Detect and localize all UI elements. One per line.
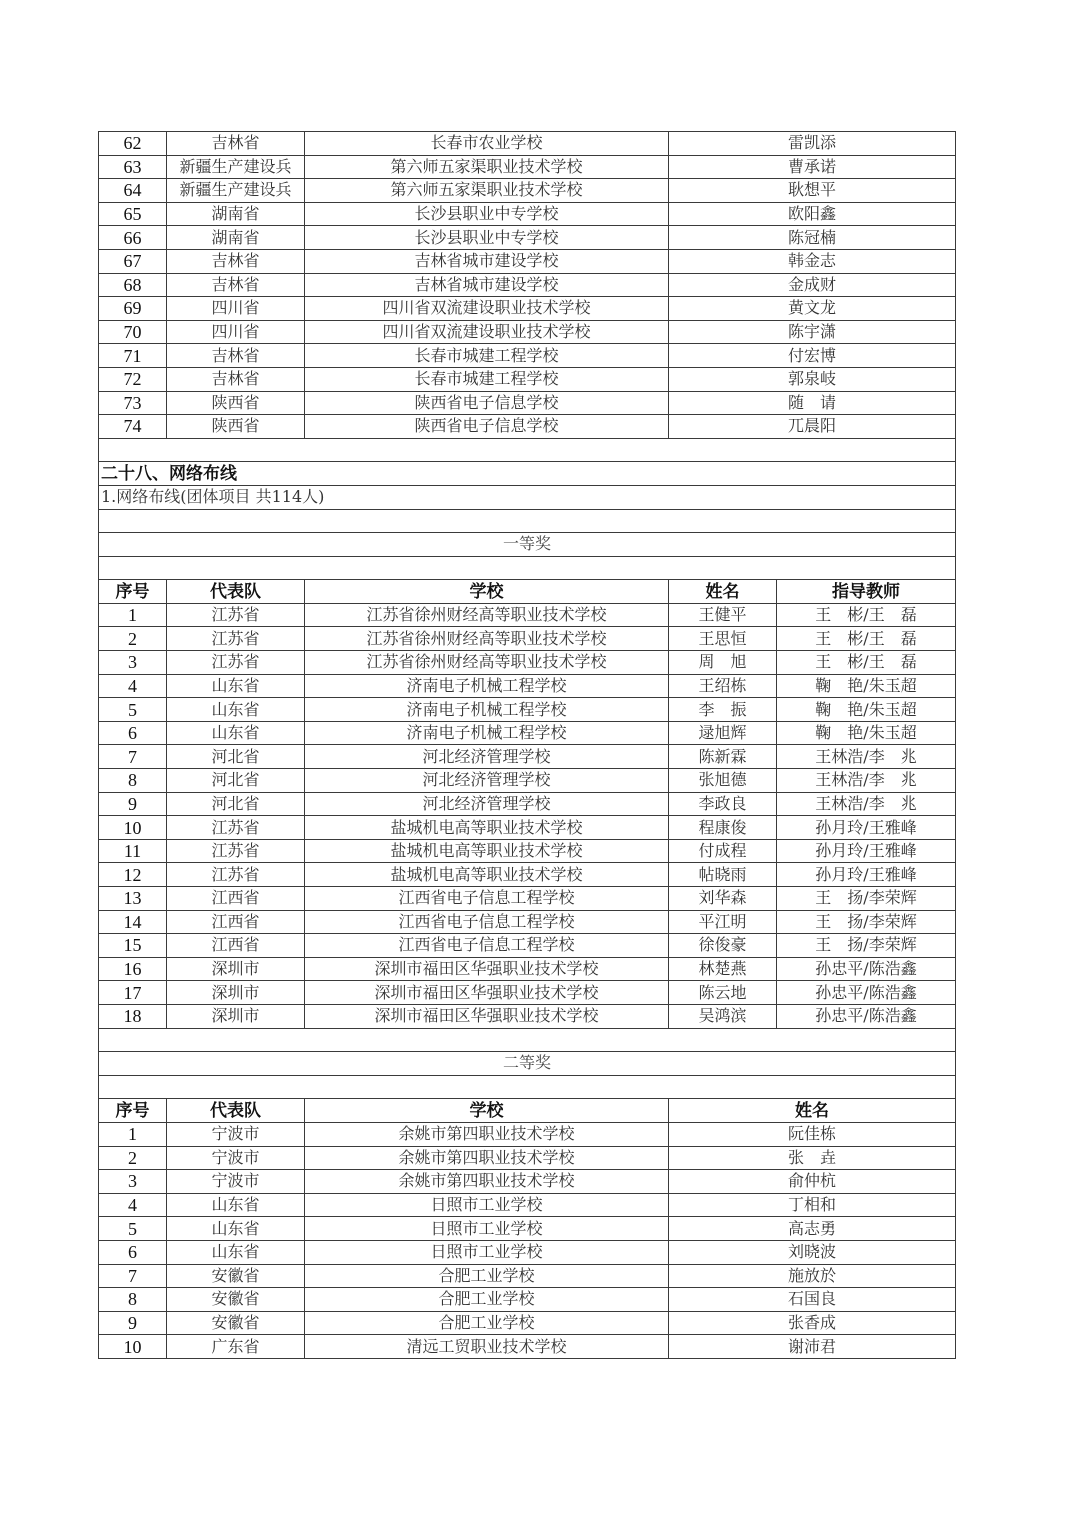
team-cell: 山东省 (167, 698, 305, 722)
section-subtitle: 1.网络布线(团体项目 共114人) (99, 485, 956, 509)
team-cell: 湖南省 (167, 226, 305, 250)
row-number: 66 (99, 226, 167, 250)
row-number: 65 (99, 202, 167, 226)
teacher-cell: 孙月玲/王雅峰 (777, 863, 956, 887)
row-number: 8 (99, 1288, 167, 1312)
name-cell: 耿想平 (669, 179, 956, 203)
name-cell: 刘晓波 (669, 1240, 956, 1264)
teacher-cell: 鞠 艳/朱玉超 (777, 674, 956, 698)
row-number: 69 (99, 297, 167, 321)
team-cell: 宁波市 (167, 1146, 305, 1170)
name-cell: 陈云地 (669, 981, 777, 1005)
blank-cell (99, 1075, 956, 1099)
table-row (99, 1311, 956, 1335)
teacher-cell: 王林浩/李 兆 (777, 745, 956, 769)
school-cell: 陕西省电子信息学校 (305, 391, 669, 415)
section-title: 二十八、网络布线 (99, 462, 956, 486)
name-cell: 雷凯添 (669, 132, 956, 156)
name-cell: 周 旭 (669, 651, 777, 675)
table-row (99, 792, 956, 816)
team-header: 代表队 (167, 580, 305, 604)
teacher-cell: 孙月玲/王雅峰 (777, 839, 956, 863)
team-cell: 河北省 (167, 769, 305, 793)
school-cell: 济南电子机械工程学校 (305, 721, 669, 745)
table-row (99, 155, 956, 179)
row-number: 14 (99, 910, 167, 934)
team-cell: 河北省 (167, 792, 305, 816)
school-cell: 陕西省电子信息学校 (305, 415, 669, 439)
blank-row (99, 1075, 956, 1099)
school-cell: 四川省双流建设职业技术学校 (305, 320, 669, 344)
row-number: 63 (99, 155, 167, 179)
school-cell: 江苏省徐州财经高等职业技术学校 (305, 627, 669, 651)
school-cell: 盐城机电高等职业技术学校 (305, 816, 669, 840)
name-cell: 逯旭辉 (669, 721, 777, 745)
school-cell: 第六师五家渠职业技术学校 (305, 155, 669, 179)
school-cell: 第六师五家渠职业技术学校 (305, 179, 669, 203)
team-cell: 深圳市 (167, 1004, 305, 1028)
table-row (99, 1335, 956, 1359)
row-number: 8 (99, 769, 167, 793)
team-cell: 山东省 (167, 721, 305, 745)
name-cell: 程康俊 (669, 816, 777, 840)
school-cell: 盐城机电高等职业技术学校 (305, 863, 669, 887)
name-cell: 谢沛君 (669, 1335, 956, 1359)
school-cell: 日照市工业学校 (305, 1240, 669, 1264)
team-cell: 陕西省 (167, 391, 305, 415)
row-number: 67 (99, 249, 167, 273)
table-row (99, 415, 956, 439)
table-row (99, 202, 956, 226)
school-cell: 江西省电子信息工程学校 (305, 910, 669, 934)
table-row (99, 957, 956, 981)
table-row (99, 745, 956, 769)
table-row (99, 1264, 956, 1288)
school-cell: 四川省双流建设职业技术学校 (305, 297, 669, 321)
table-row (99, 627, 956, 651)
teacher-cell: 王 彬/王 磊 (777, 651, 956, 675)
teacher-cell: 孙月玲/王雅峰 (777, 816, 956, 840)
name-cell: 林楚燕 (669, 957, 777, 981)
table-row (99, 226, 956, 250)
school-cell: 深圳市福田区华强职业技术学校 (305, 981, 669, 1005)
table-row (99, 320, 956, 344)
school-cell: 合肥工业学校 (305, 1264, 669, 1288)
row-number: 10 (99, 1335, 167, 1359)
team-cell: 江苏省 (167, 651, 305, 675)
name-cell: 陈新霖 (669, 745, 777, 769)
name-cell: 徐俊豪 (669, 934, 777, 958)
row-number: 62 (99, 132, 167, 156)
name-cell: 张旭德 (669, 769, 777, 793)
team-cell: 江苏省 (167, 839, 305, 863)
row-number: 3 (99, 651, 167, 675)
award-table (98, 131, 956, 1359)
school-cell: 日照市工业学校 (305, 1193, 669, 1217)
name-cell: 俞仲杭 (669, 1170, 956, 1194)
table-row (99, 674, 956, 698)
row-number: 4 (99, 674, 167, 698)
team-cell: 吉林省 (167, 367, 305, 391)
name-cell: 平江明 (669, 910, 777, 934)
teacher-cell: 鞠 艳/朱玉超 (777, 721, 956, 745)
header-row (99, 1099, 956, 1123)
school-cell: 河北经济管理学校 (305, 745, 669, 769)
teacher-cell: 王 扬/李荣辉 (777, 887, 956, 911)
header-row (99, 580, 956, 604)
row-number: 64 (99, 179, 167, 203)
name-cell: 王绍栋 (669, 674, 777, 698)
row-number: 12 (99, 863, 167, 887)
table-row (99, 344, 956, 368)
row-number: 70 (99, 320, 167, 344)
team-cell: 湖南省 (167, 202, 305, 226)
team-cell: 山东省 (167, 1240, 305, 1264)
team-cell: 吉林省 (167, 132, 305, 156)
school-cell: 江西省电子信息工程学校 (305, 887, 669, 911)
teacher-cell: 鞠 艳/朱玉超 (777, 698, 956, 722)
school-cell: 吉林省城市建设学校 (305, 249, 669, 273)
table-row (99, 1004, 956, 1028)
name-cell: 阮佳栋 (669, 1122, 956, 1146)
row-number: 1 (99, 603, 167, 627)
name-cell: 郭泉岐 (669, 367, 956, 391)
row-number: 7 (99, 745, 167, 769)
blank-cell (99, 438, 956, 462)
team-cell: 山东省 (167, 1193, 305, 1217)
teacher-cell: 王林浩/李 兆 (777, 769, 956, 793)
team-cell: 四川省 (167, 320, 305, 344)
school-cell: 清远工贸职业技术学校 (305, 1335, 669, 1359)
school-cell: 余姚市第四职业技术学校 (305, 1146, 669, 1170)
blank-row (99, 556, 956, 580)
table-row (99, 934, 956, 958)
row-number: 4 (99, 1193, 167, 1217)
row-number: 5 (99, 1217, 167, 1241)
name-cell: 石国良 (669, 1288, 956, 1312)
school-cell: 深圳市福田区华强职业技术学校 (305, 957, 669, 981)
school-cell: 余姚市第四职业技术学校 (305, 1122, 669, 1146)
name-cell: 吴鸿滨 (669, 1004, 777, 1028)
school-cell: 江苏省徐州财经高等职业技术学校 (305, 651, 669, 675)
row-number: 72 (99, 367, 167, 391)
teacher-cell: 王林浩/李 兆 (777, 792, 956, 816)
blank-cell (99, 556, 956, 580)
school-cell: 河北经济管理学校 (305, 792, 669, 816)
name-cell: 李政良 (669, 792, 777, 816)
school-cell: 长沙县职业中专学校 (305, 226, 669, 250)
name-header: 姓名 (669, 1099, 956, 1123)
name-cell: 随 请 (669, 391, 956, 415)
team-cell: 四川省 (167, 297, 305, 321)
name-cell: 付成程 (669, 839, 777, 863)
row-number-header: 序号 (99, 1099, 167, 1123)
first-prize-label: 一等奖 (99, 533, 956, 557)
row-number: 18 (99, 1004, 167, 1028)
team-cell: 山东省 (167, 1217, 305, 1241)
blank-cell (99, 1028, 956, 1052)
team-cell: 吉林省 (167, 273, 305, 297)
school-cell: 余姚市第四职业技术学校 (305, 1170, 669, 1194)
teacher-cell: 孙忠平/陈浩鑫 (777, 957, 956, 981)
teacher-cell: 王 彬/王 磊 (777, 603, 956, 627)
school-header: 学校 (305, 1099, 669, 1123)
table-row (99, 698, 956, 722)
teacher-cell: 王 扬/李荣辉 (777, 934, 956, 958)
name-cell: 兀晨阳 (669, 415, 956, 439)
name-cell: 欧阳鑫 (669, 202, 956, 226)
team-cell: 江西省 (167, 910, 305, 934)
table-row (99, 981, 956, 1005)
row-number: 7 (99, 1264, 167, 1288)
row-number: 1 (99, 1122, 167, 1146)
school-cell: 江苏省徐州财经高等职业技术学校 (305, 603, 669, 627)
name-cell: 陈宇潇 (669, 320, 956, 344)
table-row (99, 887, 956, 911)
name-cell: 刘华森 (669, 887, 777, 911)
team-cell: 吉林省 (167, 249, 305, 273)
name-cell: 陈冠楠 (669, 226, 956, 250)
school-cell: 合肥工业学校 (305, 1311, 669, 1335)
name-cell: 王思恒 (669, 627, 777, 651)
table-row (99, 132, 956, 156)
school-cell: 合肥工业学校 (305, 1288, 669, 1312)
school-cell: 盐城机电高等职业技术学校 (305, 839, 669, 863)
row-number: 11 (99, 839, 167, 863)
name-header: 姓名 (669, 580, 777, 604)
blank-row (99, 1028, 956, 1052)
row-number: 10 (99, 816, 167, 840)
table-row (99, 179, 956, 203)
row-number: 6 (99, 721, 167, 745)
row-number: 17 (99, 981, 167, 1005)
team-cell: 新疆生产建设兵 (167, 179, 305, 203)
row-number: 9 (99, 1311, 167, 1335)
row-number: 5 (99, 698, 167, 722)
team-cell: 深圳市 (167, 981, 305, 1005)
row-number: 71 (99, 344, 167, 368)
name-cell: 李 振 (669, 698, 777, 722)
table-row (99, 391, 956, 415)
table-row (99, 297, 956, 321)
row-number: 68 (99, 273, 167, 297)
team-cell: 山东省 (167, 674, 305, 698)
table-row (99, 839, 956, 863)
team-cell: 安徽省 (167, 1311, 305, 1335)
table-row (99, 1170, 956, 1194)
table-row (99, 1146, 956, 1170)
table-row (99, 1288, 956, 1312)
table-row (99, 367, 956, 391)
school-cell: 长春市农业学校 (305, 132, 669, 156)
team-cell: 江西省 (167, 887, 305, 911)
name-cell: 王健平 (669, 603, 777, 627)
table-row (99, 1240, 956, 1264)
teacher-cell: 孙忠平/陈浩鑫 (777, 981, 956, 1005)
team-cell: 江西省 (167, 934, 305, 958)
team-cell: 陕西省 (167, 415, 305, 439)
team-cell: 宁波市 (167, 1170, 305, 1194)
team-cell: 安徽省 (167, 1264, 305, 1288)
team-cell: 江苏省 (167, 863, 305, 887)
team-cell: 广东省 (167, 1335, 305, 1359)
team-header: 代表队 (167, 1099, 305, 1123)
name-cell: 高志勇 (669, 1217, 956, 1241)
team-cell: 吉林省 (167, 344, 305, 368)
team-cell: 安徽省 (167, 1288, 305, 1312)
teacher-cell: 王 彬/王 磊 (777, 627, 956, 651)
blank-cell (99, 509, 956, 533)
blank-row (99, 438, 956, 462)
name-cell: 付宏博 (669, 344, 956, 368)
award-label-row (99, 533, 956, 557)
row-number: 73 (99, 391, 167, 415)
table-row (99, 1122, 956, 1146)
school-cell: 深圳市福田区华强职业技术学校 (305, 1004, 669, 1028)
name-cell: 帖晓雨 (669, 863, 777, 887)
school-header: 学校 (305, 580, 669, 604)
section-title-row (99, 462, 956, 486)
row-number-header: 序号 (99, 580, 167, 604)
team-cell: 江苏省 (167, 816, 305, 840)
name-cell: 张 垚 (669, 1146, 956, 1170)
row-number: 74 (99, 415, 167, 439)
name-cell: 张香成 (669, 1311, 956, 1335)
school-cell: 日照市工业学校 (305, 1217, 669, 1241)
row-number: 2 (99, 1146, 167, 1170)
table-row (99, 910, 956, 934)
team-cell: 新疆生产建设兵 (167, 155, 305, 179)
table-row (99, 273, 956, 297)
table-row (99, 603, 956, 627)
teacher-cell: 孙忠平/陈浩鑫 (777, 1004, 956, 1028)
school-cell: 长沙县职业中专学校 (305, 202, 669, 226)
row-number: 15 (99, 934, 167, 958)
table-row (99, 816, 956, 840)
school-cell: 济南电子机械工程学校 (305, 674, 669, 698)
name-cell: 丁相和 (669, 1193, 956, 1217)
row-number: 2 (99, 627, 167, 651)
row-number: 13 (99, 887, 167, 911)
team-cell: 江苏省 (167, 603, 305, 627)
second-prize-label: 二等奖 (99, 1052, 956, 1076)
table-row (99, 651, 956, 675)
row-number: 3 (99, 1170, 167, 1194)
blank-row (99, 509, 956, 533)
name-cell: 曹承诺 (669, 155, 956, 179)
award-label-row (99, 1052, 956, 1076)
table-row (99, 721, 956, 745)
school-cell: 长春市城建工程学校 (305, 367, 669, 391)
team-cell: 深圳市 (167, 957, 305, 981)
teacher-header: 指导教师 (777, 580, 956, 604)
team-cell: 宁波市 (167, 1122, 305, 1146)
name-cell: 施放於 (669, 1264, 956, 1288)
row-number: 6 (99, 1240, 167, 1264)
name-cell: 金成财 (669, 273, 956, 297)
school-cell: 吉林省城市建设学校 (305, 273, 669, 297)
table-row (99, 249, 956, 273)
team-cell: 河北省 (167, 745, 305, 769)
school-cell: 江西省电子信息工程学校 (305, 934, 669, 958)
school-cell: 长春市城建工程学校 (305, 344, 669, 368)
table-row (99, 1217, 956, 1241)
teacher-cell: 王 扬/李荣辉 (777, 910, 956, 934)
table-row (99, 863, 956, 887)
school-cell: 济南电子机械工程学校 (305, 698, 669, 722)
name-cell: 黄文龙 (669, 297, 956, 321)
table-row (99, 769, 956, 793)
row-number: 16 (99, 957, 167, 981)
table-row (99, 1193, 956, 1217)
team-cell: 江苏省 (167, 627, 305, 651)
row-number: 9 (99, 792, 167, 816)
section-subtitle-row (99, 485, 956, 509)
school-cell: 河北经济管理学校 (305, 769, 669, 793)
name-cell: 韩金志 (669, 249, 956, 273)
